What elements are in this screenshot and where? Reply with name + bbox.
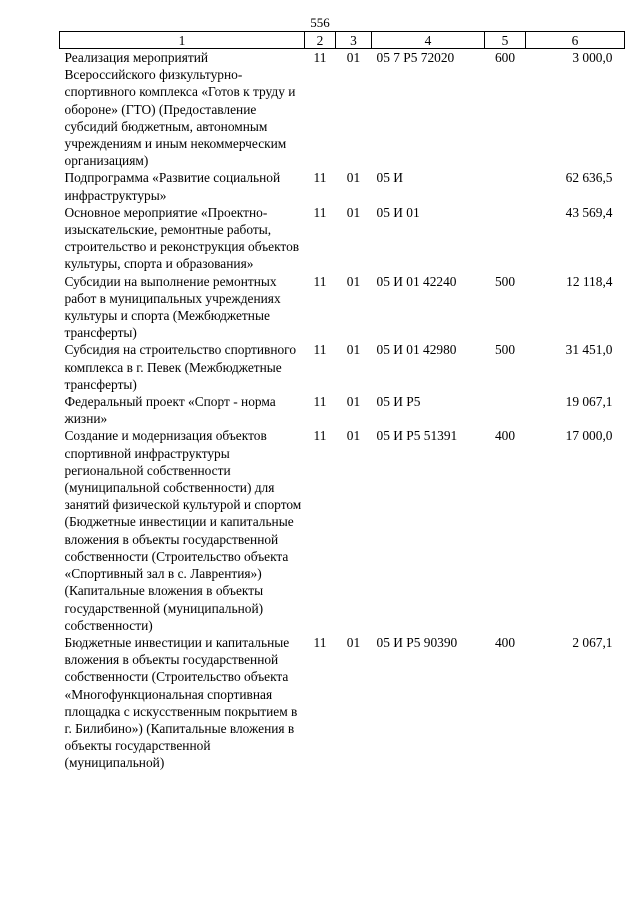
- row-type: 600: [494, 50, 516, 65]
- row-subsection: 01: [346, 428, 361, 444]
- row-section: 11: [313, 428, 327, 444]
- row-code: 05 И 01 42980: [376, 342, 457, 358]
- row-code: 05 И P5 90390: [376, 634, 458, 650]
- row-type: 500: [494, 273, 516, 289]
- row-amount: 43 569,4: [565, 204, 613, 220]
- row-amount: 2 067,1: [572, 634, 613, 650]
- row-name: Создание и модернизация объектов спортивной инфраструктуры региональной собственности (муниципальной собственности) для занятий физической культурой и спортом (Бюджетные инвестиции и капитальные вложения в объекты государственной собственности (Строительство объекта «Спортивный зал в с. Лаврентия») (Капитальные вложения в объекты государственной (муниципальной) собственности): [64, 428, 302, 633]
- row-name: Основное мероприятие «Проектно-изыскательские, ремонтные работы, строительство и реконструкция объектов культуры, спорта и образования»: [64, 204, 300, 272]
- row-amount: 17 000,0: [565, 428, 613, 444]
- row-amount: 12 118,4: [566, 273, 613, 289]
- table-row: [60, 393, 625, 427]
- row-code: 05 И 01 42240: [376, 273, 457, 289]
- row-code: 05 И 01: [376, 204, 420, 220]
- table-header: [60, 32, 625, 49]
- row-code: 05 И: [376, 170, 403, 186]
- row-name: Субсидия на строительство спортивного комплекса в г. Певек (Межбюджетные трансферты): [64, 342, 297, 392]
- header-col-4: 4: [372, 32, 485, 49]
- table-body: [60, 49, 625, 772]
- row-type: 400: [494, 634, 516, 650]
- row-type: 500: [494, 342, 516, 358]
- table-row: [60, 427, 625, 633]
- row-amount: 62 636,5: [565, 170, 613, 186]
- row-section: 11: [313, 170, 327, 186]
- row-name: Субсидии на выполнение ремонтных работ в муниципальных учреждениях культуры и спорта (Межбюджетные трансферты): [64, 273, 281, 341]
- row-code: 05 7 P5 72020: [376, 50, 455, 65]
- page-number: 556: [310, 15, 330, 30]
- row-type: [485, 393, 526, 427]
- row-subsection: 01: [346, 342, 361, 358]
- row-name: Подпрограмма «Развитие социальной инфраструктуры»: [64, 170, 281, 203]
- row-amount: 31 451,0: [565, 342, 613, 358]
- header-col-1: 1: [60, 32, 305, 49]
- row-code: 05 И P5: [376, 394, 421, 410]
- row-section: 11: [313, 204, 327, 220]
- row-subsection: 01: [346, 204, 361, 220]
- row-section: 11: [313, 342, 327, 358]
- budget-table: [59, 31, 625, 772]
- row-subsection: 01: [346, 394, 361, 410]
- table-row: [60, 341, 625, 393]
- row-type: [485, 204, 526, 273]
- row-type: [485, 169, 526, 203]
- table-row: [60, 169, 625, 203]
- row-name: Бюджетные инвестиции и капитальные вложения в объекты государственной собственности (Строительство объекта «Многофункциональная спортивная площадка с искусственным покрытием в г. Билибино») (Капитальные вложения в объекты государственной (муниципальной): [64, 634, 298, 771]
- table-row: [60, 49, 625, 170]
- row-subsection: 01: [346, 50, 361, 65]
- row-section: 11: [313, 50, 327, 65]
- header-col-2: 2: [305, 32, 336, 49]
- row-section: 11: [313, 634, 327, 650]
- header-col-6: 6: [526, 32, 625, 49]
- row-amount: 19 067,1: [565, 394, 613, 410]
- row-type: 400: [494, 428, 516, 444]
- row-subsection: 01: [346, 273, 361, 289]
- row-name: Реализация мероприятий Всероссийского физкультурно-спортивного комплекса «Готов к труду и обороне» (ГТО) (Предоставление субсидий бюджетным, автономным учреждениям и иным некоммерческим организациям): [64, 50, 296, 169]
- row-section: 11: [313, 394, 327, 410]
- header-row: [60, 32, 625, 49]
- row-name: Федеральный проект «Спорт - норма жизни»: [64, 394, 276, 427]
- row-code: 05 И P5 51391: [376, 428, 458, 444]
- row-amount: 3 000,0: [572, 50, 613, 65]
- row-section: 11: [313, 273, 327, 289]
- header-col-5: 5: [485, 32, 526, 49]
- table-row: [60, 273, 625, 342]
- table-row: [60, 204, 625, 273]
- row-subsection: 01: [346, 170, 361, 186]
- table-row: [60, 634, 625, 772]
- header-col-3: 3: [336, 32, 372, 49]
- row-subsection: 01: [346, 634, 361, 650]
